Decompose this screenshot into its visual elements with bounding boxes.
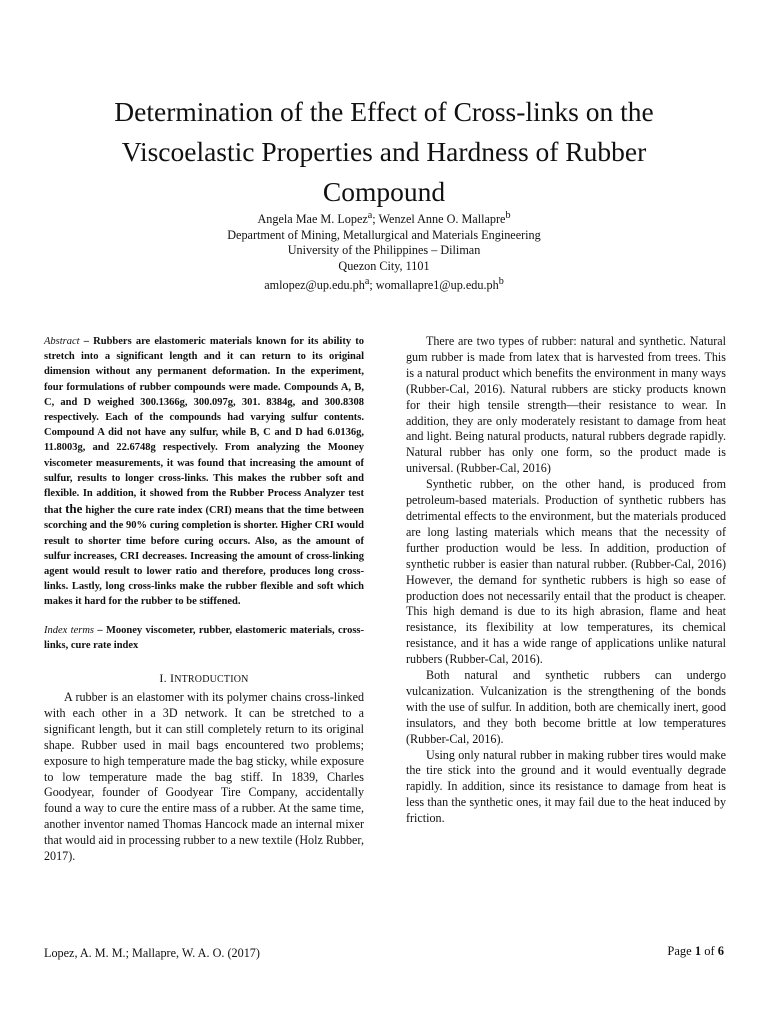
footer-citation: Lopez, A. M. M.; Mallapre, W. A. O. (2017): [44, 946, 260, 960]
author-superscript: a: [367, 210, 373, 221]
email: amlopez@up.edu.ph: [264, 278, 365, 293]
department: Department of Mining, Metallurgical and Materials Engineering: [227, 227, 541, 242]
paper-title: Determination of the Effect of Cross-links on the Viscoelastic Properties and Hardness of Rubber Compound: [114, 96, 654, 207]
body-paragraph: Synthetic rubber, on the other hand, is produced from petroleum-based materials. Production of synthetic rubbers has detrimental effects to the environment, but the materials produced are long lasting materials which means that the necessity of further production would be less. In addition, production of synthetic rubber is easier than natural rubber. (Rubber-Cal, 2016) However, the demand for synthetic rubbers is high so ease of production does not necessarily entail that the product is cheaper. This high demand is due to its high abrasion, flame and heat resistance, its flexibility at low temperatures, its chemical resistance, and it has a wide range of applications unlike natural rubbers (Rubber-Cal, 2016).: [406, 477, 726, 667]
abstract: [44, 334, 364, 610]
email-separator: ;: [369, 278, 376, 293]
email-line: [100, 274, 668, 294]
email-superscript: b: [498, 276, 504, 288]
abstract-text: – Rubbers are elastomeric materials known for its ability to stretch into a significant length and it can return to its original dimension without any permanent deformation. In the experiment, four formulations of rubber compounds were made. Compounds A, B, C, and D weighed 300.1366g, 300.097g, 301. 8384g, and 300.8308 respectively. Each of the compounds had varying sulfur contents. Compound A did not have any sulfur, while B, C and D had 6.0136g, 11.8003g, and 22.6748g respectively. From analyzing the Mooney viscometer measurements, it was found that increasing the amount of sulfur, results to longer cross-links. This makes the rubber soft and flexible. In addition, it showed from the Rubber Process Analyzer test that: [44, 336, 364, 517]
abstract-emphasis: the: [65, 501, 83, 517]
university: University of the Philippines – Diliman: [287, 243, 481, 258]
author-separator: ;: [372, 212, 379, 227]
index-terms-text: – Mooney viscometer, rubber, elastomeric materials, cross-links, cure rate index: [44, 624, 364, 651]
section-numeral: I.: [159, 671, 170, 686]
section-heading-introduction: [44, 671, 364, 688]
page-number: [560, 944, 724, 959]
page-word: Page: [667, 944, 695, 958]
author-line: [100, 208, 668, 228]
page-current: 1: [694, 944, 702, 958]
author-name: Angela Mae M. Lopez: [257, 212, 368, 227]
body-paragraph: Using only natural rubber in making rubber tires would make the tire stick into the ground and it would eventually degrade rapidly. In addition, since its resistance to damage from heat is less than the synthetic ones, it may fail due to the heat induced by friction.: [406, 747, 726, 826]
intro-paragraph: A rubber is an elastomer with its polymer chains cross-linked with each other in a 3D network. It can be stretched to a significant length, but it can still completely return to its original shape. Rubber used in mail bags encountered two problems; exposure to high temperature made the bag sticky, while exposure to low temperature made the bag stiff. In 1839, Charles Goodyear, founder of Goodyear Tire Company, accidentally found a way to cure the entire mass of a rubber. At the same time, another inventor named Thomas Hancock made an internal mixer that would aid in processing rubber to a new textile (Holz Rubber, 2017).: [44, 689, 364, 864]
index-terms: [44, 623, 364, 653]
city: Quezon City, 1101: [338, 258, 430, 273]
author-superscript: b: [505, 210, 511, 221]
right-column: [406, 334, 726, 827]
section-heading-rest: NTRODUCTION: [174, 674, 249, 686]
body-paragraph: Both natural and synthetic rubbers can undergo vulcanization. Vulcanization is the strengthening of the bonds with the use of sulfur. In addition, both are chemically inert, good insulators, and they both become brittle at low temperatures (Rubber-Cal, 2016).: [406, 668, 726, 746]
index-terms-lead: Index terms: [44, 624, 94, 636]
email-superscript: a: [364, 276, 370, 288]
author-name: Wenzel Anne O. Mallapre: [378, 212, 506, 227]
abstract-text: higher the cure rate index (CRI) means that the time between scorching and the 90% curing completion is shorter. Higher CRI would result to shorter time before curing occurs. Also, as the amount of sulfur increases, CRI decreases. Increasing the amount of cross-linking agent would result to lower ratio and therefore, produces long cross-links. Lastly, long cross-links make the rubber flexible and soft which makes it hard for the rubber to be stiffened.: [44, 505, 364, 608]
author-block: [100, 208, 668, 294]
page-total: 6: [717, 944, 724, 958]
abstract-lead: Abstract: [44, 336, 80, 347]
body-paragraph: There are two types of rubber: natural and synthetic. Natural gum rubber is made from latex that is harvested from trees. This is a natural product which benefits the environment in many ways (Rubber-Cal, 2016). Natural rubbers are sticky products known for their high tensile strength—their resistance to wear. In addition, they are only moderately resistant to damage from heat and light. Being natural products, natural rubbers degrade rapidly. Natural rubber has only one form, so the product made is universal. (Rubber-Cal, 2016): [406, 334, 726, 476]
section-heading-initial: I: [169, 671, 175, 686]
page-of-word: of: [701, 944, 718, 958]
email: womallapre1@up.edu.ph: [375, 278, 499, 293]
left-column: [44, 334, 364, 865]
